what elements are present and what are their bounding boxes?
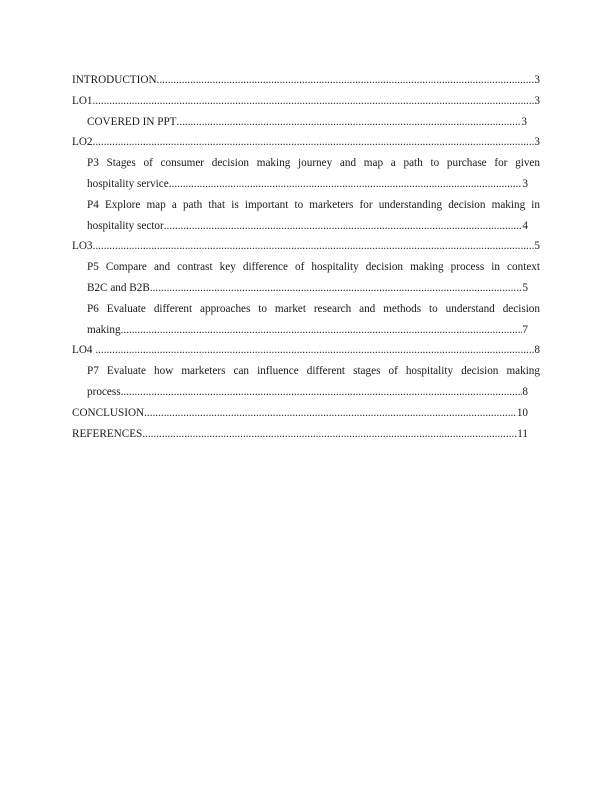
dot-leader: [157, 70, 535, 91]
toc-entry-lo3[interactable]: [72, 236, 540, 257]
toc-entry-p4[interactable]: [72, 195, 540, 237]
toc-entry-title: INTRODUCTION: [72, 74, 157, 86]
toc-entry-p5[interactable]: [72, 257, 540, 299]
toc-entry-page: 8: [522, 385, 528, 398]
toc-entry-title: REFERENCES: [72, 427, 143, 440]
toc-entry-page: 8: [534, 344, 540, 357]
toc-entry-title-line2: B2C and B2B: [87, 281, 150, 294]
dot-leader: [177, 112, 522, 133]
toc-entry-page: 11: [517, 427, 528, 440]
toc-entry-title-line1: P4 Explore map a path that is important to marketers for understanding decision making in: [87, 198, 540, 211]
toc-entry-page: 7: [522, 323, 528, 336]
toc-entry-title-line2: process: [87, 385, 121, 398]
toc-entry-title: COVERED IN PPT: [87, 115, 177, 128]
toc-entry-title-line1: P5 Compare and contrast key difference of hospitality decision making process in context: [87, 261, 540, 274]
toc-entry-title: LO3: [72, 240, 93, 253]
toc-entry-title-line1: P3 Stages of consumer decision making journey and map a path to purchase for given: [87, 157, 540, 170]
toc-entry-p7[interactable]: [72, 361, 540, 403]
toc-entry-covered-in-ppt[interactable]: [72, 112, 557, 133]
toc-entry-title-line2: hospitality service: [87, 177, 169, 190]
dot-leader: [144, 403, 517, 424]
toc-entry-p6[interactable]: [72, 299, 540, 341]
dot-leader: [150, 278, 523, 299]
toc-entry-page: 3: [534, 136, 540, 149]
dot-leader: [121, 320, 523, 341]
dot-leader: [93, 91, 535, 112]
toc-entry-lo2[interactable]: [72, 132, 540, 153]
toc-entry-page: 4: [522, 219, 528, 232]
toc-entry-p3[interactable]: [72, 153, 540, 195]
toc-entry-page: 3: [521, 115, 527, 128]
dot-leader: [93, 236, 535, 257]
toc-entry-title-line2: making: [87, 323, 121, 336]
toc-entry-page: 10: [516, 406, 528, 419]
dot-leader: [93, 132, 535, 153]
toc-entry-title-line1: P7 Evaluate how marketers can influence different stages of hospitality decision making: [87, 365, 540, 378]
dot-leader: [121, 382, 523, 403]
toc-entry-title-line1: P6 Evaluate different approaches to market research and methods to understand decision: [87, 302, 540, 315]
toc-entry-title-line2: hospitality sector: [87, 219, 164, 232]
toc-entry-page: 5: [534, 240, 540, 253]
toc-entry-introduction[interactable]: [72, 70, 540, 91]
dot-leader: [164, 216, 523, 237]
toc-entry-conclusion[interactable]: [72, 403, 528, 424]
toc-entry-title: LO1: [72, 94, 93, 107]
toc-entry-lo4[interactable]: [72, 340, 540, 361]
toc-entry-lo1[interactable]: [72, 91, 540, 112]
toc-entry-title: LO2: [72, 136, 93, 149]
toc-entry-page: 3: [534, 94, 540, 107]
toc-entry-page: 5: [522, 281, 528, 294]
toc-entry-page: 3: [534, 74, 540, 86]
table-of-contents: [72, 70, 540, 444]
toc-entry-references[interactable]: [72, 424, 528, 445]
dot-leader: [95, 340, 534, 361]
toc-entry-title: LO4: [72, 344, 96, 357]
dot-leader: [169, 174, 523, 195]
toc-entry-page: 3: [522, 177, 528, 190]
dot-leader: [142, 424, 517, 445]
toc-entry-title: CONCLUSION: [72, 406, 145, 419]
